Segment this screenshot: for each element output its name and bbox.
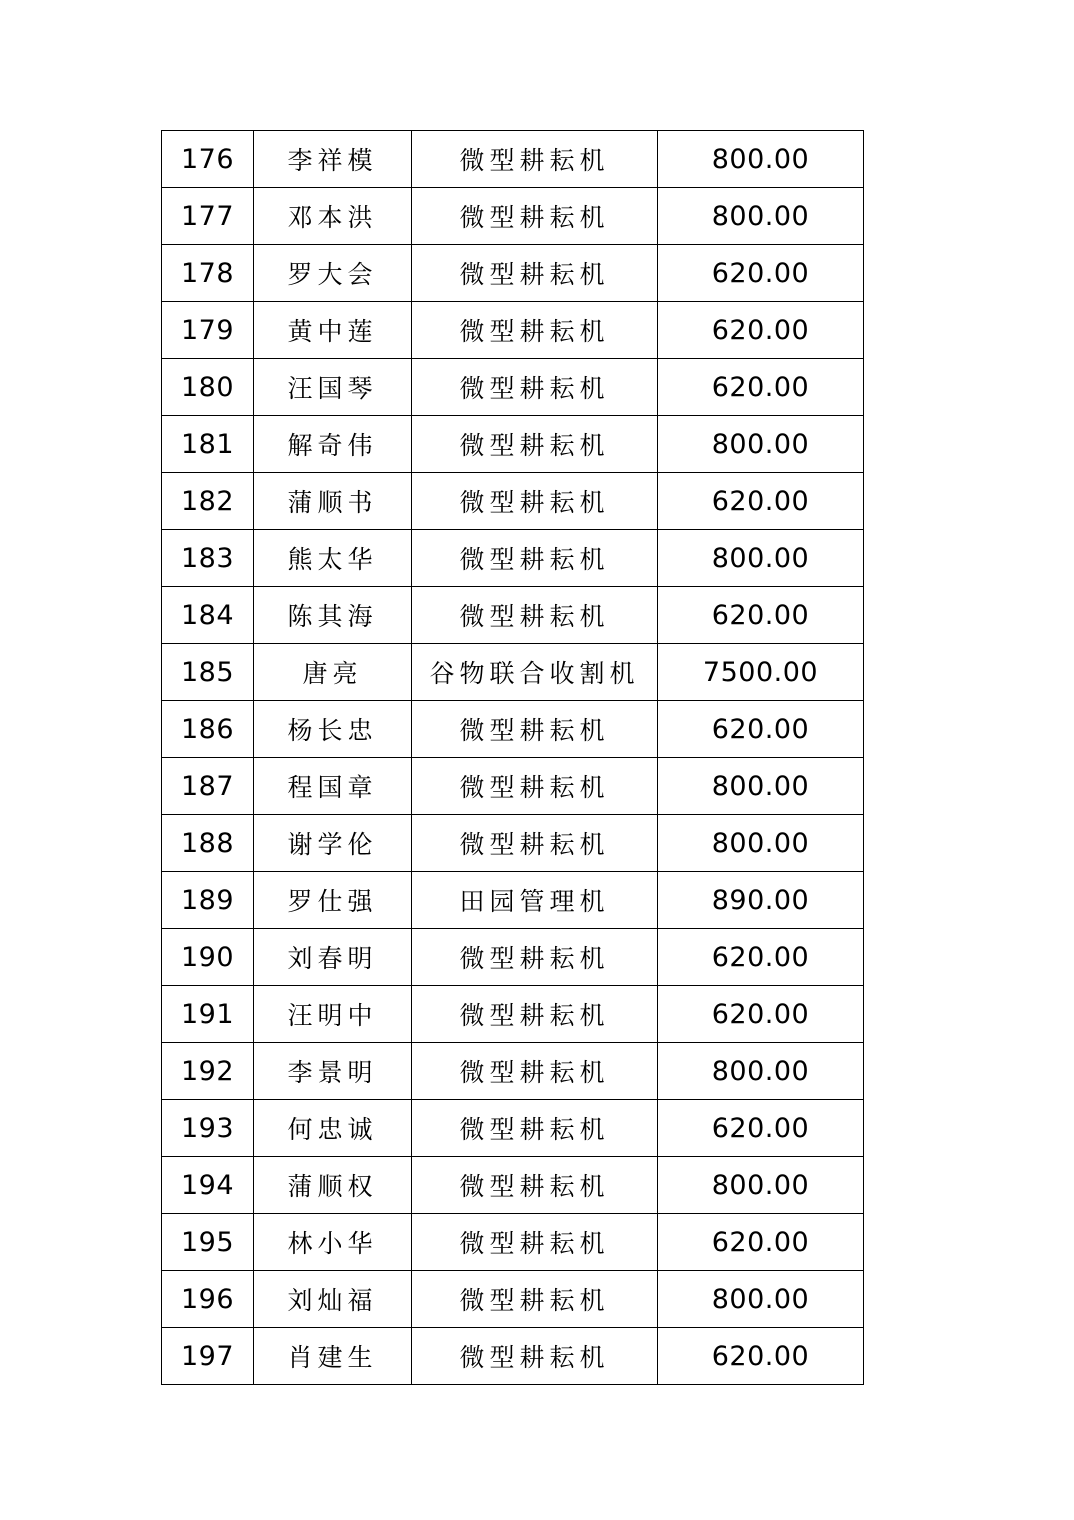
subsidy-amount: 800.00 [658, 758, 864, 815]
table-row [162, 530, 864, 587]
table-row [162, 473, 864, 530]
row-number: 178 [162, 245, 254, 302]
table-row [162, 1328, 864, 1385]
table-row [162, 1157, 864, 1214]
row-number: 196 [162, 1271, 254, 1328]
table-row [162, 1214, 864, 1271]
subsidy-amount: 620.00 [658, 1100, 864, 1157]
subsidy-amount: 620.00 [658, 245, 864, 302]
row-number: 181 [162, 416, 254, 473]
farmer-name: 罗大会 [254, 245, 412, 302]
machine-type: 微型耕耘机 [412, 986, 658, 1043]
subsidy-amount: 620.00 [658, 1214, 864, 1271]
subsidy-amount: 800.00 [658, 1043, 864, 1100]
machine-type: 微型耕耘机 [412, 1043, 658, 1100]
machine-type: 微型耕耘机 [412, 416, 658, 473]
table-row [162, 929, 864, 986]
subsidy-amount: 620.00 [658, 929, 864, 986]
subsidy-amount: 800.00 [658, 416, 864, 473]
subsidy-amount: 800.00 [658, 131, 864, 188]
machine-type: 微型耕耘机 [412, 359, 658, 416]
farmer-name: 程国章 [254, 758, 412, 815]
machine-type: 微型耕耘机 [412, 587, 658, 644]
farmer-name: 谢学伦 [254, 815, 412, 872]
farmer-name: 林小华 [254, 1214, 412, 1271]
table-row [162, 302, 864, 359]
farmer-name: 邓本洪 [254, 188, 412, 245]
farmer-name: 何忠诚 [254, 1100, 412, 1157]
farmer-name: 汪明中 [254, 986, 412, 1043]
row-number: 193 [162, 1100, 254, 1157]
machine-type: 田园管理机 [412, 872, 658, 929]
machine-type: 微型耕耘机 [412, 701, 658, 758]
table-row [162, 701, 864, 758]
table-row [162, 815, 864, 872]
row-number: 189 [162, 872, 254, 929]
farmer-name: 罗仕强 [254, 872, 412, 929]
row-number: 186 [162, 701, 254, 758]
subsidy-table [161, 130, 864, 1385]
farmer-name: 李景明 [254, 1043, 412, 1100]
machine-type: 微型耕耘机 [412, 131, 658, 188]
subsidy-amount: 890.00 [658, 872, 864, 929]
row-number: 197 [162, 1328, 254, 1385]
machine-type: 微型耕耘机 [412, 245, 658, 302]
table-row [162, 188, 864, 245]
row-number: 191 [162, 986, 254, 1043]
farmer-name: 解奇伟 [254, 416, 412, 473]
subsidy-amount: 800.00 [658, 188, 864, 245]
machine-type: 微型耕耘机 [412, 530, 658, 587]
subsidy-amount: 800.00 [658, 1157, 864, 1214]
subsidy-amount: 620.00 [658, 302, 864, 359]
table-row [162, 872, 864, 929]
row-number: 192 [162, 1043, 254, 1100]
machine-type: 微型耕耘机 [412, 1271, 658, 1328]
subsidy-amount: 800.00 [658, 815, 864, 872]
machine-type: 微型耕耘机 [412, 188, 658, 245]
subsidy-amount: 620.00 [658, 701, 864, 758]
machine-type: 微型耕耘机 [412, 758, 658, 815]
machine-type: 微型耕耘机 [412, 815, 658, 872]
table-row [162, 1043, 864, 1100]
table-row [162, 359, 864, 416]
farmer-name: 熊太华 [254, 530, 412, 587]
subsidy-amount: 800.00 [658, 1271, 864, 1328]
machine-type: 微型耕耘机 [412, 473, 658, 530]
machine-type: 微型耕耘机 [412, 1328, 658, 1385]
row-number: 177 [162, 188, 254, 245]
table-row [162, 644, 864, 701]
farmer-name: 肖建生 [254, 1328, 412, 1385]
farmer-name: 蒲顺权 [254, 1157, 412, 1214]
row-number: 194 [162, 1157, 254, 1214]
farmer-name: 陈其海 [254, 587, 412, 644]
table-row [162, 1100, 864, 1157]
row-number: 195 [162, 1214, 254, 1271]
machine-type: 微型耕耘机 [412, 929, 658, 986]
farmer-name: 李祥模 [254, 131, 412, 188]
table-row [162, 1271, 864, 1328]
machine-type: 微型耕耘机 [412, 1100, 658, 1157]
row-number: 176 [162, 131, 254, 188]
machine-type: 微型耕耘机 [412, 1157, 658, 1214]
table-row [162, 131, 864, 188]
row-number: 190 [162, 929, 254, 986]
row-number: 184 [162, 587, 254, 644]
subsidy-amount: 620.00 [658, 986, 864, 1043]
farmer-name: 刘灿福 [254, 1271, 412, 1328]
row-number: 185 [162, 644, 254, 701]
row-number: 182 [162, 473, 254, 530]
row-number: 188 [162, 815, 254, 872]
subsidy-amount: 620.00 [658, 1328, 864, 1385]
machine-type: 微型耕耘机 [412, 1214, 658, 1271]
farmer-name: 黄中莲 [254, 302, 412, 359]
table-row [162, 587, 864, 644]
farmer-name: 刘春明 [254, 929, 412, 986]
row-number: 179 [162, 302, 254, 359]
table-row [162, 416, 864, 473]
row-number: 187 [162, 758, 254, 815]
table-body [162, 131, 864, 1385]
table-row [162, 986, 864, 1043]
farmer-name: 蒲顺书 [254, 473, 412, 530]
farmer-name: 唐亮 [254, 644, 412, 701]
machine-type: 谷物联合收割机 [412, 644, 658, 701]
farmer-name: 杨长忠 [254, 701, 412, 758]
document-page [161, 130, 864, 1385]
subsidy-amount: 620.00 [658, 359, 864, 416]
machine-type: 微型耕耘机 [412, 302, 658, 359]
subsidy-amount: 620.00 [658, 473, 864, 530]
subsidy-amount: 620.00 [658, 587, 864, 644]
farmer-name: 汪国琴 [254, 359, 412, 416]
row-number: 180 [162, 359, 254, 416]
table-row [162, 245, 864, 302]
subsidy-amount: 800.00 [658, 530, 864, 587]
table-row [162, 758, 864, 815]
row-number: 183 [162, 530, 254, 587]
subsidy-amount: 7500.00 [658, 644, 864, 701]
